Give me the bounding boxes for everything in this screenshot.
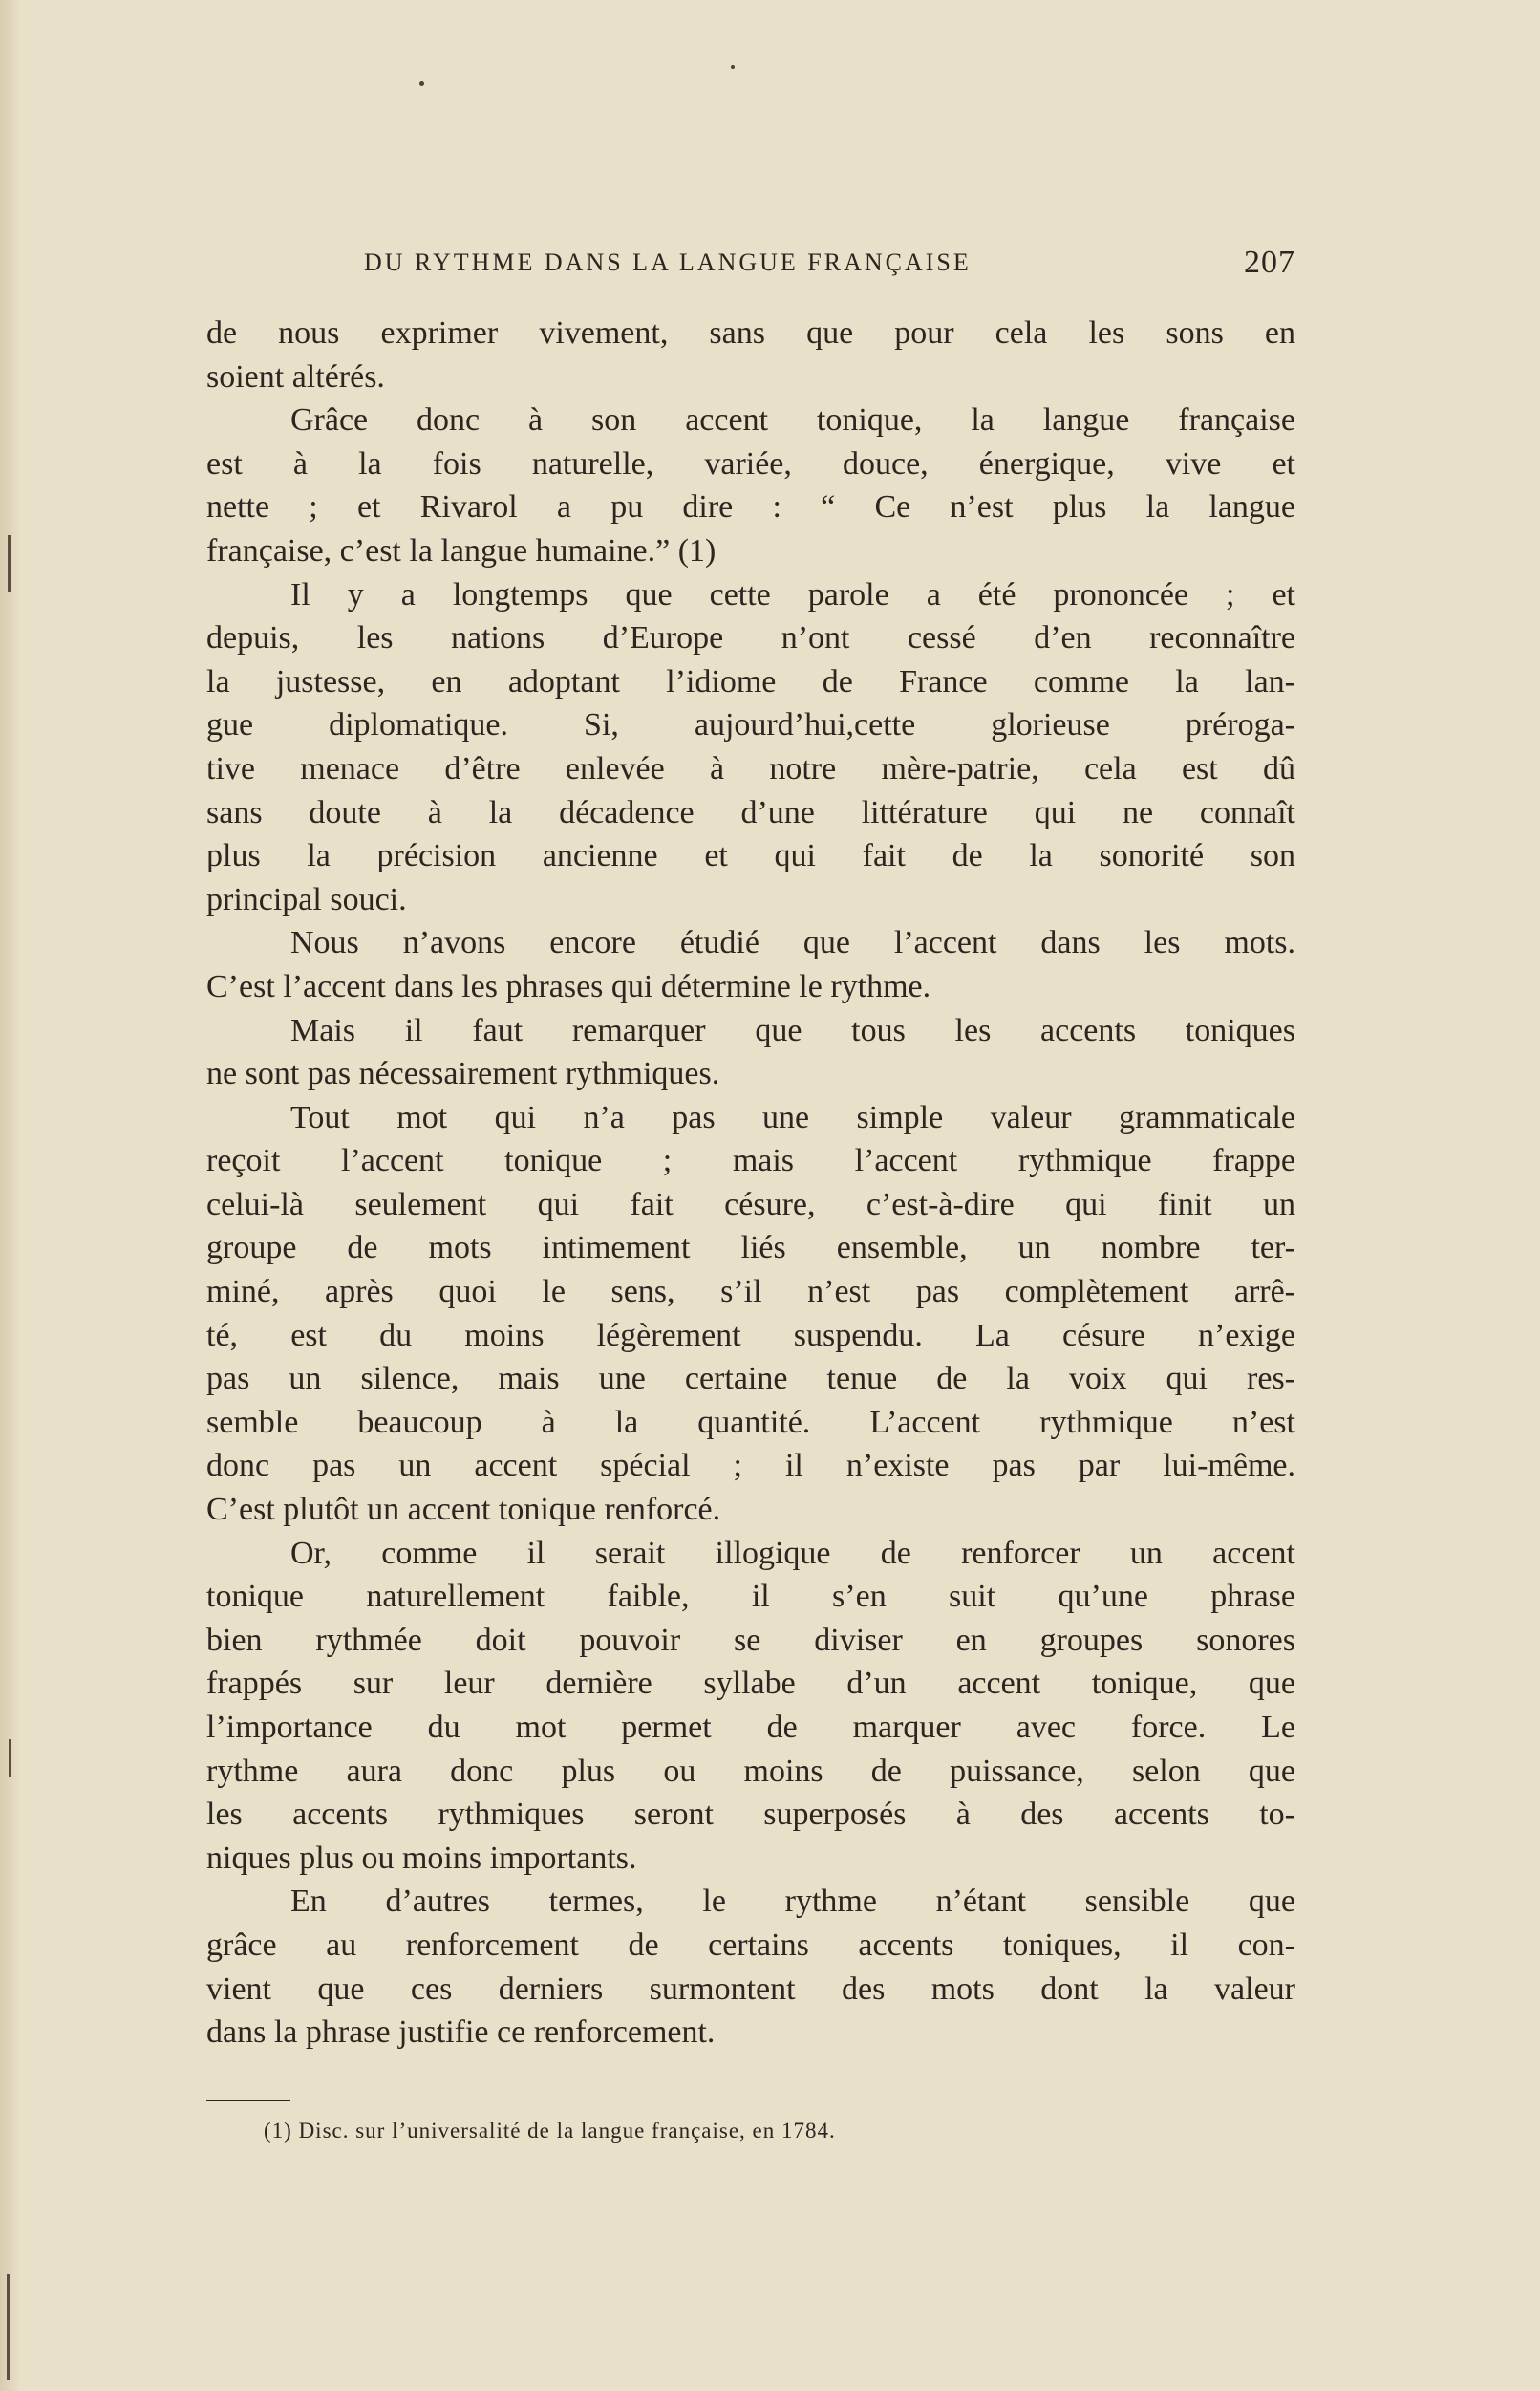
text-line: les accents rythmiques seront superposés à des accents to- <box>206 1797 1295 1833</box>
text-line: soient altérés. <box>206 358 385 395</box>
edge-mark <box>9 1739 11 1777</box>
text-line: donc pas un accent spécial ; il n’existe pas par lui-même. <box>206 1448 1295 1484</box>
paper-speck <box>419 81 424 86</box>
text-line: française, c’est la langue humaine.” (1) <box>206 532 717 569</box>
text-line: gue diplomatique. Si, aujourd’hui,cette glorieuse préroga- <box>206 707 1295 743</box>
text-line: Or, comme il serait illogique de renforcer un accent <box>290 1535 1295 1571</box>
text-line: pas un silence, mais une certaine tenue de la voix qui res- <box>206 1361 1295 1397</box>
text-line: sans doute à la décadence d’une littérature qui ne connaît <box>206 794 1295 830</box>
text-line: miné, après quoi le sens, s’il n’est pas complètement arrê- <box>206 1274 1295 1310</box>
text-line: la justesse, en adoptant l’idiome de France comme la lan- <box>206 663 1295 700</box>
running-head <box>206 244 1295 282</box>
text-line: semble beaucoup à la quantité. L’accent rythmique n’est <box>206 1404 1295 1440</box>
paper-speck <box>731 65 735 69</box>
running-title: DU RYTHME DANS LA LANGUE FRANÇAISE <box>364 248 972 276</box>
text-line: té, est du moins légèrement suspendu. La césure n’exige <box>206 1317 1295 1353</box>
text-line: tive menace d’être enlevée à notre mère-patrie, cela est dû <box>206 750 1295 786</box>
text-line: l’importance du mot permet de marquer avec force. Le <box>206 1710 1295 1745</box>
text-line: reçoit l’accent tonique ; mais l’accent rythmique frappe <box>206 1143 1295 1179</box>
text-line: En d’autres termes, le rythme n’étant sensible que <box>290 1884 1295 1920</box>
edge-mark <box>8 535 11 592</box>
text-line: rythme aura donc plus ou moins de puissance, selon que <box>206 1753 1295 1789</box>
text-line: groupe de mots intimement liés ensemble, un nombre ter- <box>206 1230 1295 1266</box>
text-line: Mais il faut remarquer que tous les accents toniques <box>290 1012 1295 1048</box>
text-line: Tout mot qui n’a pas une simple valeur grammaticale <box>290 1099 1295 1135</box>
text-line: dans la phrase justifie ce renforcement. <box>206 2014 716 2051</box>
text-line: frappés sur leur dernière syllabe d’un accent tonique, que <box>206 1666 1295 1702</box>
text-line: C’est l’accent dans les phrases qui détermine le rythme. <box>206 968 931 1004</box>
text-line: grâce au renforcement de certains accents toniques, il con- <box>206 1927 1295 1963</box>
page-number: 207 <box>1244 245 1295 280</box>
text-line: tonique naturellement faible, il s’en suit qu’une phrase <box>206 1579 1295 1615</box>
footnote-rule <box>206 2100 290 2101</box>
text-line: celui-là seulement qui fait césure, c’est-à-dire qui finit un <box>206 1186 1295 1222</box>
text-line: Nous n’avons encore étudié que l’accent dans les mots. <box>290 925 1295 961</box>
text-line: vient que ces derniers surmontent des mots dont la valeur <box>206 1971 1295 2007</box>
text-line: Grâce donc à son accent tonique, la langue française <box>290 402 1295 439</box>
text-line: nette ; et Rivarol a pu dire : “ Ce n’est plus la langue <box>206 489 1295 526</box>
text-line: plus la précision ancienne et qui fait de la sonorité son <box>206 838 1295 874</box>
text-line: est à la fois naturelle, variée, douce, énergique, vive et <box>206 445 1295 482</box>
text-line: ne sont pas nécessairement rythmiques. <box>206 1056 720 1092</box>
text-line: bien rythmée doit pouvoir se diviser en groupes sonores <box>206 1622 1295 1658</box>
edge-mark <box>7 2274 10 2380</box>
text-line: de nous exprimer vivement, sans que pour cela les sons en <box>206 315 1295 351</box>
text-line: principal souci. <box>206 881 407 917</box>
footnote: (1) Disc. sur l’universalité de la langue française, en 1784. <box>264 2119 836 2143</box>
text-line: depuis, les nations d’Europe n’ont cessé d’en reconnaître <box>206 620 1295 657</box>
page-edge <box>0 0 21 2391</box>
text-line: C’est plutôt un accent tonique renforcé. <box>206 1492 721 1528</box>
text-line: Il y a longtemps que cette parole a été prononcée ; et <box>290 576 1295 613</box>
text-line: niques plus ou moins importants. <box>206 1840 637 1876</box>
body-text <box>206 312 1295 2055</box>
